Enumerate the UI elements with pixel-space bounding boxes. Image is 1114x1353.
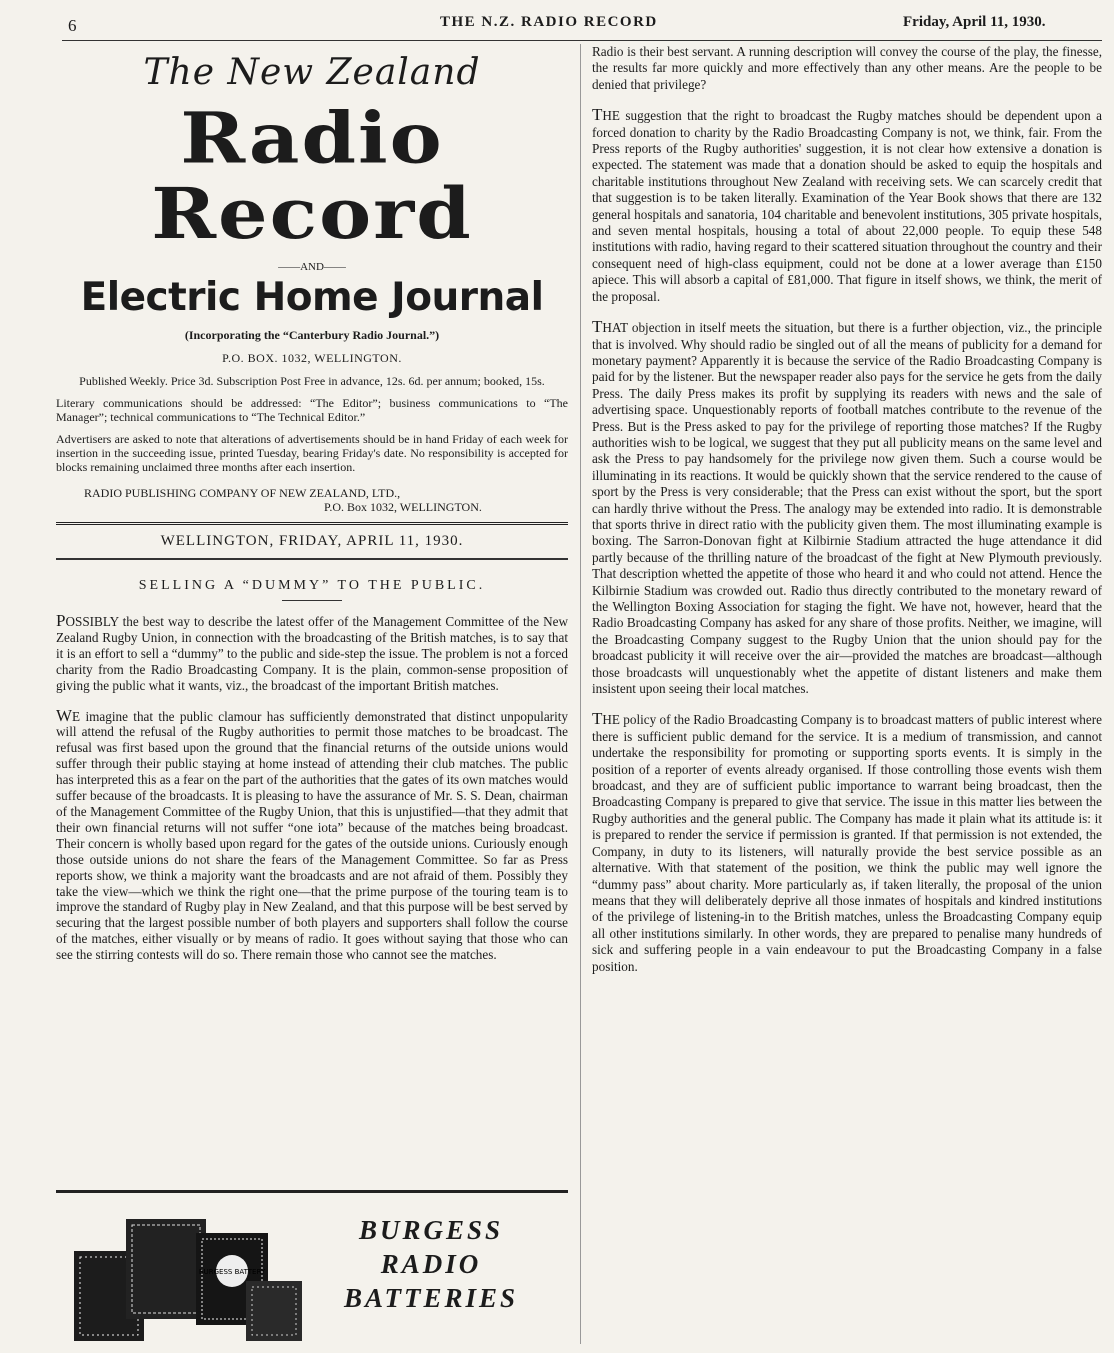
editorial-paragraph-4: THE suggestion that the right to broadcast the Rugby matches should be dependent upon a forced donation to charity by the Radio Broadcasting Company is not, we think, fair. From the Press reports of the Rugby authorities' suggestion, it is not clear how extensive a donation is expected. The statement was made that a donation should be asked to equip the hospitals and charitable institutions throughout New Zealand with receiving sets. We can scarcely credit that that suggestion is to be taken literally. Examination of the Year Book shows that there are 132 general hospitals and sanatoria, 104 charitable and benevolent institutions, 305 private hospitals, and seven mental hospitals, housing a total of about 22,000 people. To equip these 548 institutions with radio, having regard to their scattered situation throughout the country and their consequent need of high-class equipment, could not be done at a lower average than £150 apiece. This will absorb a capital of £81,000. That figure in itself shows, we think, the merit of the proposal. (592, 105, 1102, 304)
publisher-block (56, 486, 568, 514)
drop-initial: W (56, 705, 73, 725)
publisher-address: P.O. Box 1032, WELLINGTON. (324, 500, 482, 514)
ad-line-3: BATTERIES (343, 1283, 519, 1313)
column-divider (580, 44, 581, 1344)
drop-initial: T (592, 317, 603, 337)
editorial-paragraph-2: WE imagine that the public clamour has sufficiently demonstrated that distinct unpopularity will attend the refusal of the Rugby authorities to permit those matches to be broadcast. The refusal was first based upon the ground that the financial returns of the outside unions would suffer through their public staying at home instead of attending their club matches. The public has interpreted this as a fear on the part of the authorities that the gates of its own matches would suffer because of the broadcasts. It is pleasing to have the assurance of Mr. S. S. Dean, chairman of the Management Committee of the Rugby Union, that this is unjustified—that they admit that their own financial returns will not suffer “one iota” because of the matches being broadcast. Their concern is wholly based upon regard for the gates of the outside unions. Curiously enough those outside unions do not share the fears of the Management Committee. So far as Press reports show, we think a majority want the broadcasts and are not afraid of them. Possibly they take the view—which we think the right one—that the prime purpose of the touring team is to improve the standard of Rugby play in New Zealand, and that this purpose will be best served by securing that the largest possible number of both players and supporters shall follow the course of the matches, either visually or by means of radio. It goes without saying that those who can see the stirring contests will do so. There remain those who cannot see the matches. (56, 705, 568, 963)
publisher-name: RADIO PUBLISHING COMPANY OF NEW ZEALAND, LTD., (84, 486, 401, 500)
burgess-advertisement (56, 1190, 568, 1353)
publication-notice: Published Weekly. Price 3d. Subscription Post Free in advance, 12s. 6d. per annum; booked, 15s. (79, 374, 545, 388)
po-box: P.O. BOX. 1032, WELLINGTON. (222, 351, 402, 365)
ad-line-1: BURGESS (358, 1215, 504, 1245)
battery-label: BURGESS BATTERY (198, 1268, 266, 1276)
right-column (592, 44, 1102, 989)
masthead-connector: ——AND—— (278, 261, 346, 273)
advertisers-notice: Advertisers are asked to note that alterations of advertisements should be in hand Friday of each week for insertion in the succeeding issue, printed Tuesday, bearing Friday's date. No responsibility is accepted for blocks remaining unclaimed three months after each insertion. (56, 432, 568, 474)
masthead-title: Radio Record (151, 97, 473, 256)
page-number: 6 (68, 16, 77, 35)
masthead-line1: The New Zealand (143, 52, 481, 93)
editorial-title: SELLING A “DUMMY” TO THE PUBLIC. (138, 578, 486, 593)
ad-line-2: RADIO (380, 1249, 482, 1279)
issue-date: Friday, April 11, 1930. (903, 14, 1046, 30)
drop-initial: T (592, 105, 603, 125)
double-rule (56, 522, 568, 525)
battery-illustration (66, 1211, 306, 1343)
left-column (56, 44, 568, 1313)
editorial-paragraph-3: Radio is their best servant. A running description will convey the course of the play, the finesse, the results far more quickly and more effectively than any other means. Are the people to be denied that privilege? (592, 44, 1102, 92)
dateline: WELLINGTON, FRIDAY, APRIL 11, 1930. (160, 533, 464, 549)
editorial-paragraph-1: POSSIBLY the best way to describe the latest offer of the Management Committee of the New Zealand Rugby Union, in connection with the broadcasting of the British matches, is to say that it is an effort to sell a “dummy” to the public and side-step the issue. The problem is not a forced charity from the Radio Broadcasting Company. It is the plain, common-sense proposition of giving the public what it wants, viz., the broadcast of the important British matches. (56, 611, 568, 693)
editorial-paragraph-5: THAT objection in itself meets the situation, but there is a further objection, viz., the principle that is involved. Why should radio be singled out of all the means of publicity for a demand for monetary payment? Apparently it is because the service of the Radio Broadcasting Company is paid for by the listener. But the newspaper reader also pays for the service he gets from the daily Press. The daily Press makes its profit by supplying its readers with news and the sale of advertising space. Unquestionably reports of football matches contribute to the revenue of the Press. But is the Press asked to pay for the privilege of reporting those matches? If the Rugby authorities wish to be logical, we suggest that they put all publicity means on the same level and ask the Press to pay handsomely for the privilege now given them. Such a course would be illuminating in its reactions. It would be quickly shown that the service rendered to the cause of sport by the Press is very considerable; that the Press can exist without the sport, but the sport can hardly thrive without the Press. The analogy may be extended into radio. It is demonstrable that sports thrive in direct ratio with the publicity given them. The most illuminating example is boxing. The Sarron-Donovan fight at Kilbirnie Stadium attracted the huge attendance it did partly because of the thrilling nature of the broadcast of the fight at New Plymouth previously. That description whetted the appetite of those who heard it and who could not attend. Hence the Kilbirnie Stadium was crowded out. Radio thus directly contributed to the monetary reward of the Wellington Boxing Association for staging the fight. We have not, however, heard that the Radio Broadcasting Company has asked for any share of those profits. Neither, we imagine, will the Broadcasting Company suggest to the Rugby Union that the union should pay for the broadcast publicity it will receive over the air—provided the matches are broadcast—although those broadcasts will unquestionably whet the appetite of distant listeners and make them insistent upon seeing their local matches. (592, 317, 1102, 697)
running-header (0, 14, 1114, 36)
editorial-paragraph-6: THE policy of the Radio Broadcasting Company is to broadcast matters of public interest where there is sufficient public demand for the service. It is a medium of transmission, and cannot undertake the responsibility for promoting or supporting sports events. It is simply in the position of a reporter of events already organised. If those controlling those events wish them broadcast, and they are of sufficient public importance to warrant being broadcast, then the Broadcasting Company is prepared to give that service. The issue in this matter lies between the Rugby authorities and the general public. The Company has made it plain what its attitude is: it is prepared to render the service if permission is granted. If that permission is not extended, the Company, in duty to its listeners, will naturally provide the best service possible as an alternative. With that statement of the position, we think the public may well ignore the “dummy pass” about charity. More particularly as, if taken literally, the proposal of the union means that they will deliberately deprive all those inmates of hospitals and kindred institutions of the privilege of listening-in to the British matches, unless the Broadcasting Company equip all other institutions similarly. In other words, they are prepared to penalise many hundreds of sick and suffering people in a vain endeavour to put the Broadcasting Company in a false position. (592, 709, 1102, 974)
thin-rule (56, 558, 568, 560)
drop-initial: T (592, 709, 603, 729)
masthead-subtitle: Electric Home Journal (80, 275, 544, 320)
header-rule (62, 40, 1102, 41)
incorporating-note: (Incorporating the “Canterbury Radio Journal.”) (184, 328, 440, 342)
title-rule (282, 600, 342, 601)
literary-notice: Literary communications should be addressed: “The Editor”; business communications to “The Manager”; technical communications to “The Technical Editor.” (56, 396, 568, 424)
publication-name: THE N.Z. RADIO RECORD (440, 14, 658, 30)
advertisement-text (316, 1213, 546, 1315)
drop-initial: P (56, 611, 66, 630)
